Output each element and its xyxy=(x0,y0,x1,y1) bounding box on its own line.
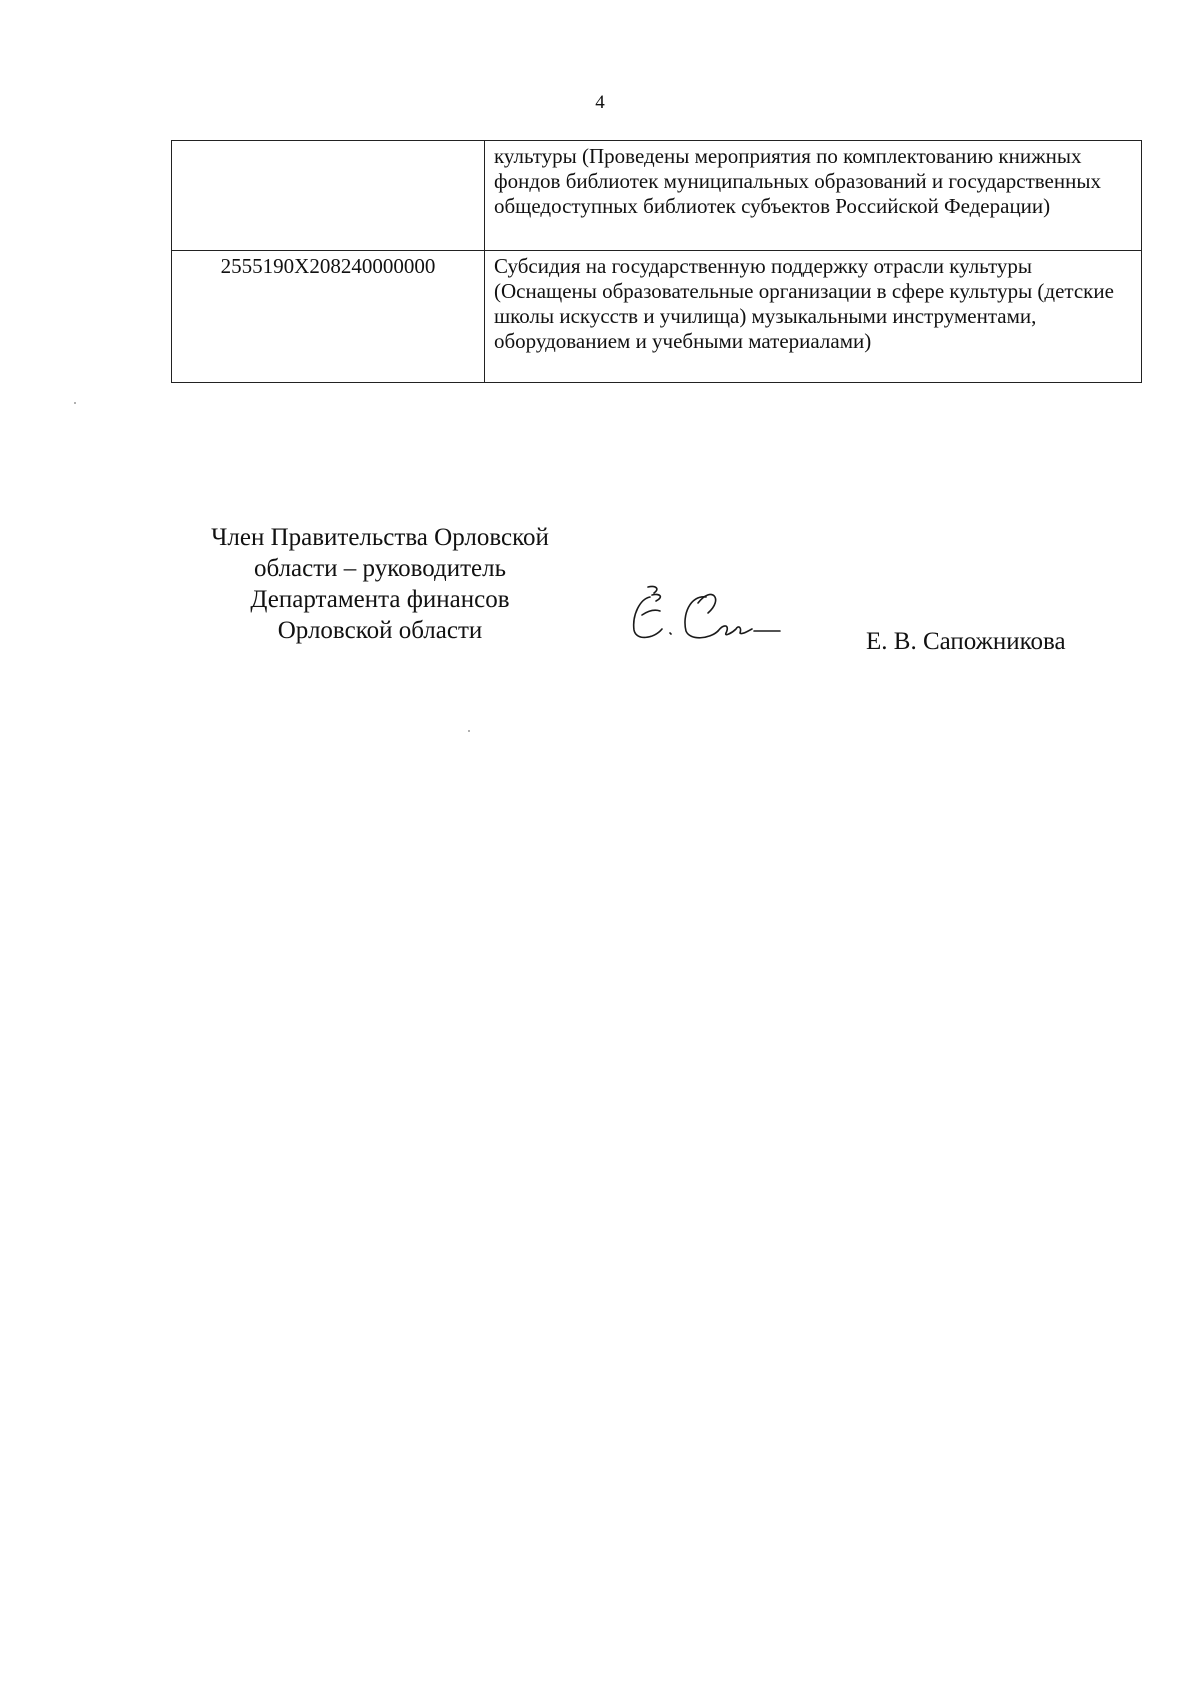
table-row xyxy=(172,251,1142,383)
signer-name: Е. В. Сапожникова xyxy=(866,628,1066,655)
signer-position-line: Департамента финансов xyxy=(250,586,510,613)
description-cell: Субсидия на государственную поддержку отрасли культуры (Оснащены образовательные организации в сфере культуры (детские школы искусств и училища) музыкальными инструментами, оборудованием и учебными материалами) xyxy=(485,251,1142,383)
signer-position-line: Член Правительства Орловской xyxy=(211,524,549,551)
signer-position-line: области – руководитель xyxy=(253,555,507,582)
handwritten-signature xyxy=(620,575,810,655)
budget-code-cell xyxy=(172,141,485,251)
budget-code-cell: 2555190X208240000000 xyxy=(172,251,485,383)
scan-speck xyxy=(74,402,76,404)
budget-classification-table xyxy=(171,140,1142,383)
description-cell: культуры (Проведены мероприятия по комплектованию книжных фондов библиотек муниципальных образований и государственных общедоступных библиотек субъектов Российской Федерации) xyxy=(485,141,1142,251)
signer-position xyxy=(165,522,595,646)
scan-speck xyxy=(468,730,470,732)
page-number: 4 xyxy=(595,92,605,113)
table-row xyxy=(172,141,1142,251)
signer-position-line: Орловской области xyxy=(277,617,483,644)
